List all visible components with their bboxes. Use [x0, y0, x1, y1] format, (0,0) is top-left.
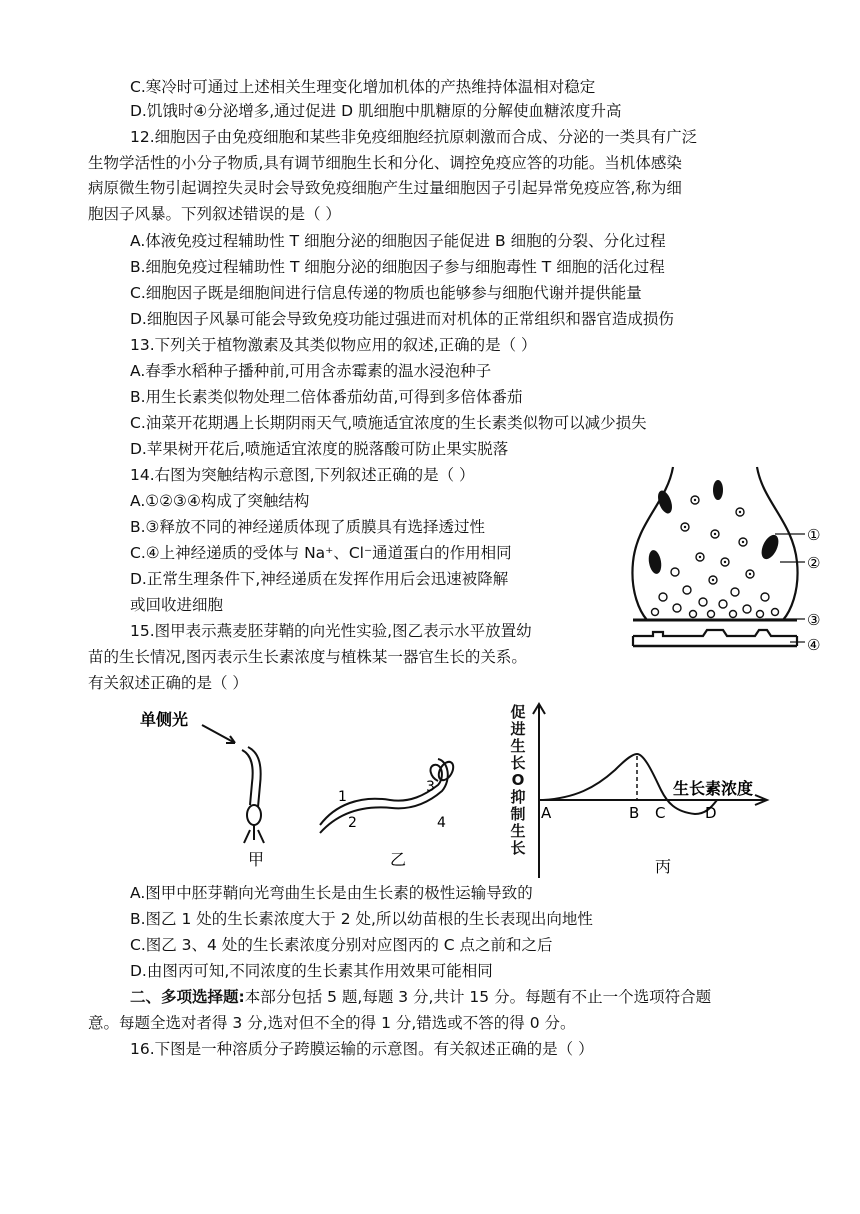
q11-option-c: C.寒冷时可通过上述相关生理变化增加机体的产热维持体温相对稳定	[130, 78, 596, 96]
point-a: A	[541, 804, 552, 822]
ylabel-column	[509, 704, 535, 880]
q13-option-c: C.油菜开花期遇上长期阴雨天气,喷施适宜浓度的生长素类似物可以减少损失	[130, 414, 647, 432]
section2-heading	[130, 987, 711, 1007]
q12-stem-line4: 胞因子风暴。下列叙述错误的是（ ）	[88, 205, 341, 223]
mitochondrion	[713, 480, 723, 500]
q13-option-d: D.苹果树开花后,喷施适宜浓度的脱落酸可防止果实脱落	[130, 440, 509, 458]
label-3: ③	[807, 611, 821, 629]
light-arrow	[202, 725, 235, 743]
q13-stem: 13.下列关于植物激素及其类似物应用的叙述,正确的是（ ）	[130, 336, 537, 354]
section2-instructions-line2: 意。每题全选对者得 3 分,选对但不全的得 1 分,错选或不答的得 0 分。	[88, 1014, 576, 1032]
seed	[247, 805, 261, 825]
caption-yi: 乙	[390, 850, 407, 869]
q12-option-c: C.细胞因子既是细胞间进行信息传递的物质也能够参与细胞代谢并提供能量	[130, 284, 642, 302]
light-label: 单侧光	[140, 710, 189, 729]
mitochondrion	[647, 549, 663, 575]
q11-option-d: D.饥饿时④分泌增多,通过促进 D 肌细胞中肌糖原的分解使血糖浓度升高	[130, 102, 622, 120]
q15-option-d: D.由图丙可知,不同浓度的生长素其作用效果可能相同	[130, 962, 493, 980]
q12-option-d: D.细胞因子风暴可能会导致免疫功能过强进而对机体的正常组织和器官造成损伤	[130, 310, 674, 328]
q14-option-d-line2: 或回收进细胞	[130, 596, 224, 614]
figure-jia	[140, 705, 300, 875]
label-4: ④	[807, 636, 821, 654]
zero-label: O	[511, 771, 525, 789]
q12-stem-line1: 12.细胞因子由免疫细胞和某些非免疫细胞经抗原刺激而合成、分泌的一类具有广泛	[130, 128, 698, 146]
ylabel-bottom-text: 抑制生长	[510, 788, 526, 857]
point-4: 4	[437, 815, 446, 831]
point-b: B	[629, 804, 640, 822]
ylabel-top-text: 促进生长	[510, 704, 526, 772]
q12-option-b: B.细胞免疫过程辅助性 T 细胞分泌的细胞因子参与细胞毒性 T 细胞的活化过程	[130, 258, 665, 276]
seedling-tip	[436, 759, 456, 782]
q15-option-b: B.图乙 1 处的生长素浓度大于 2 处,所以幼苗根的生长表现出向地性	[130, 910, 593, 928]
q14-option-c: C.④上神经递质的受体与 Na⁺、Cl⁻通道蛋白的作用相同	[130, 544, 512, 562]
q15-stem-line2: 苗的生长情况,图丙表示生长素浓度与植株某一器官生长的关系。	[88, 648, 527, 666]
q14-stem: 14.右图为突触结构示意图,下列叙述正确的是（ ）	[130, 466, 475, 484]
mitochondrion	[758, 532, 782, 561]
q12-stem-line3: 病原微生物引起调控失灵时会导致免疫细胞产生过量细胞因子引起异常免疫应答,称为细	[88, 179, 682, 197]
q12-option-a: A.体液免疫过程辅助性 T 细胞分泌的细胞因子能促进 B 细胞的分裂、分化过程	[130, 232, 666, 250]
point-1: 1	[338, 789, 347, 805]
q16-stem: 16.下图是一种溶质分子跨膜运输的示意图。有关叙述正确的是（ ）	[130, 1040, 594, 1058]
roots	[244, 825, 264, 843]
label-2: ②	[807, 554, 821, 572]
q14-option-d-line1: D.正常生理条件下,神经递质在发挥作用后会迅速被降解	[130, 570, 509, 588]
caption-bing: 丙	[655, 857, 672, 876]
point-c: C	[655, 804, 666, 822]
section2-title: 二、多项选择题:	[130, 988, 245, 1006]
q14-option-b: B.③释放不同的神经递质体现了质膜具有选择透过性	[130, 518, 485, 536]
q13-option-a: A.春季水稻种子播种前,可用含赤霉素的温水浸泡种子	[130, 362, 492, 380]
xlabel: 生长素浓度	[673, 779, 754, 798]
q12-stem-line2: 生物学活性的小分子物质,具有调节细胞生长和分化、调控免疫应答的功能。当机体感染	[88, 154, 682, 172]
label-1: ①	[807, 526, 821, 544]
synaptic-vesicles	[652, 496, 779, 618]
q15-stem-line3: 有关叙述正确的是（ ）	[88, 674, 248, 692]
synapse-figure	[615, 462, 830, 662]
q15-option-c: C.图乙 3、4 处的生长素浓度分别对应图丙的 C 点之前和之后	[130, 936, 553, 954]
postsynaptic-membrane	[633, 630, 797, 636]
point-3: 3	[426, 779, 435, 795]
figure-bing	[505, 700, 775, 880]
q13-option-b: B.用生长素类似物处理二倍体番茄幼苗,可得到多倍体番茄	[130, 388, 523, 406]
coleoptile-left	[242, 750, 253, 805]
q15-option-a: A.图甲中胚芽鞘向光弯曲生长是由生长素的极性运输导致的	[130, 884, 533, 902]
section2-instructions: 本部分包括 5 题,每题 3 分,共计 15 分。每题有不止一个选项符合题	[244, 988, 712, 1006]
point-2: 2	[348, 815, 357, 831]
q15-stem-line1: 15.图甲表示燕麦胚芽鞘的向光性实验,图乙表示水平放置幼	[130, 622, 532, 640]
figure-yi	[310, 755, 475, 875]
point-d: D	[705, 804, 717, 822]
q14-option-a: A.①②③④构成了突触结构	[130, 492, 310, 510]
caption-jia: 甲	[248, 850, 265, 869]
